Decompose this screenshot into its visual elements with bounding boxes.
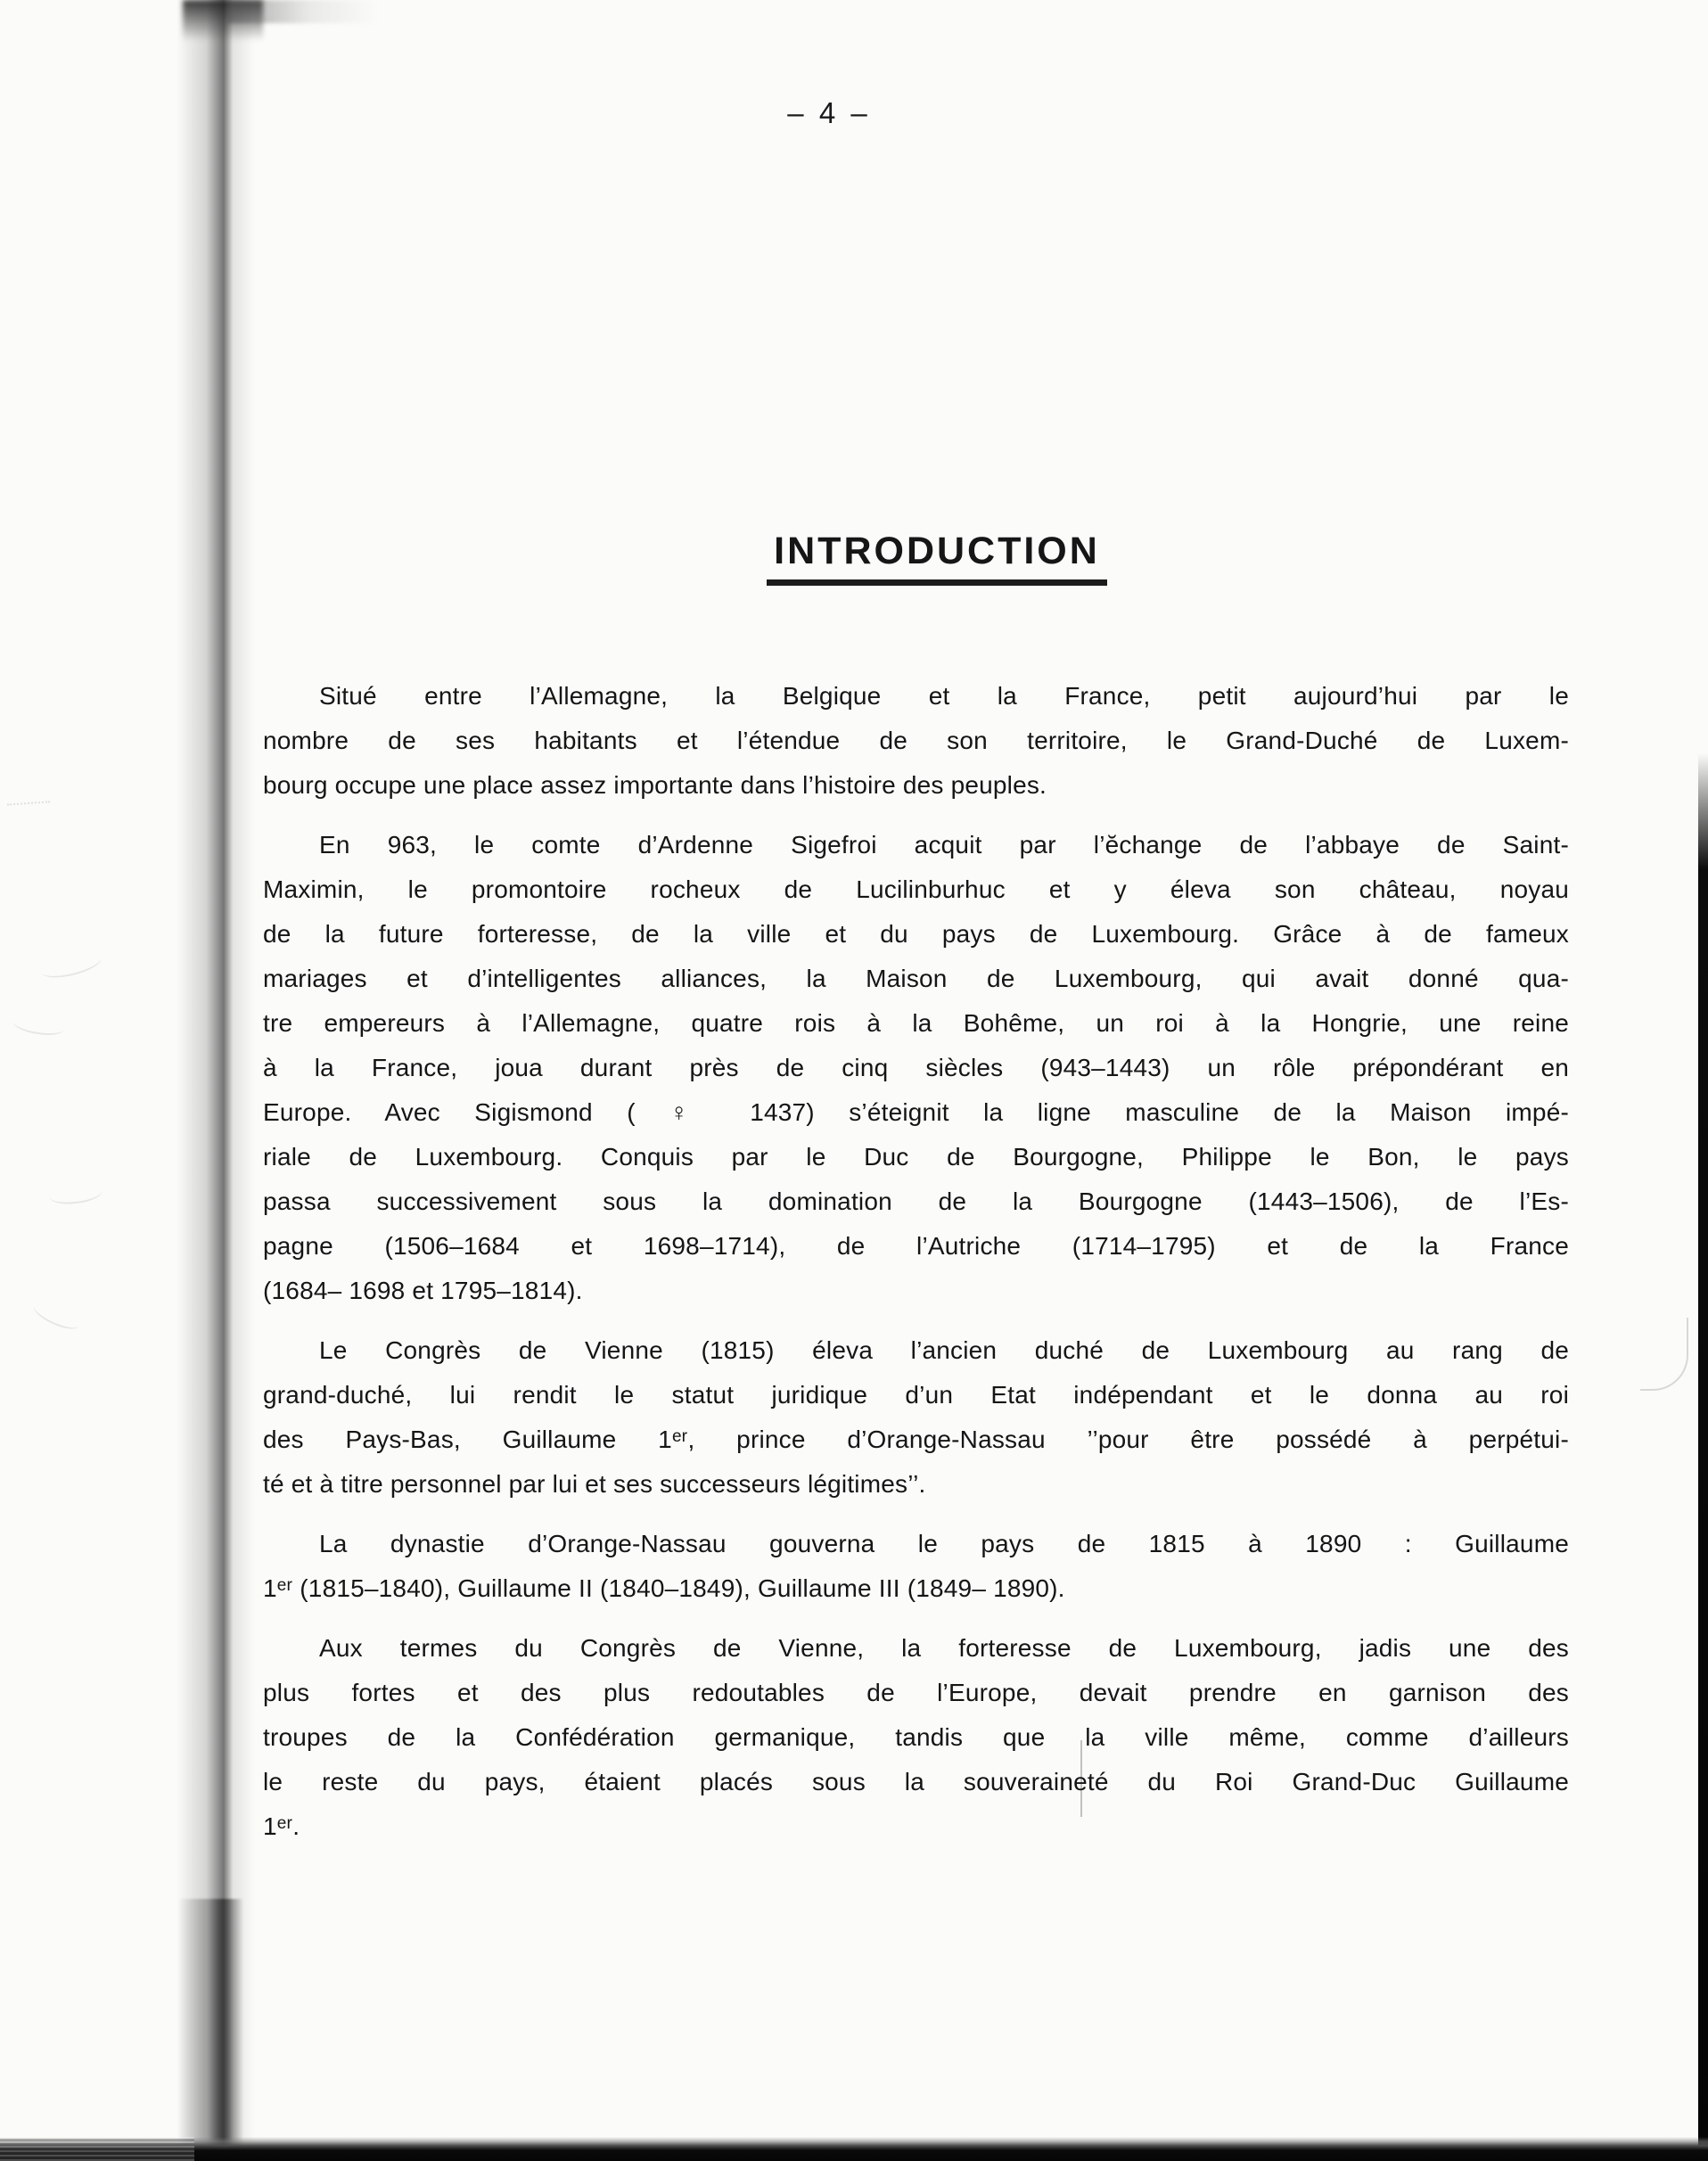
- text-line: pagne (1506–1684 et 1698–1714), de l’Autriche (1714–1795) et de la France: [263, 1232, 1569, 1260]
- text-line: Europe. Avec Sigismond ( ♀ 1437) s’éteignit la ligne masculine de la Maison impé-: [263, 1098, 1569, 1126]
- paragraph: [263, 823, 1569, 1313]
- text-line: de la future forteresse, de la ville et du pays de Luxembourg. Grâce à de fameux: [263, 920, 1569, 948]
- heading-underline: [767, 579, 1107, 586]
- text-line: bourg occupe une place assez importante dans l’histoire des peuples.: [263, 771, 1047, 799]
- text-line: En 963, le comte d’Ardenne Sigefroi acquit par l’ĕchange de l’abbaye de Saint-: [319, 831, 1569, 859]
- paragraph: [263, 1522, 1569, 1611]
- text-line: à la France, joua durant près de cinq siècles (943–1443) un rôle prépondérant en: [263, 1054, 1569, 1081]
- text-line: riale de Luxembourg. Conquis par le Duc de Bourgogne, Philippe le Bon, le pays: [263, 1143, 1569, 1171]
- text-line: tre empereurs à l’Allemagne, quatre rois à la Bohême, un roi à la Hongrie, une reine: [263, 1009, 1569, 1037]
- text-line: mariages et d’intelligentes alliances, la Maison de Luxembourg, qui avait donné qua-: [263, 965, 1569, 992]
- paragraph: [263, 1328, 1569, 1507]
- scan-edge-bottom-left-stripes: [0, 2137, 194, 2161]
- text-line: La dynastie d’Orange-Nassau gouverna le pays de 1815 à 1890 : Guillaume: [319, 1530, 1569, 1557]
- text-line: Situé entre l’Allemagne, la Belgique et la France, petit aujourd’hui par le: [319, 682, 1569, 710]
- text-line: (1684– 1698 et 1795–1814).: [263, 1277, 583, 1304]
- text-line: Le Congrès de Vienne (1815) éleva l’ancien duché de Luxembourg au rang de: [319, 1336, 1569, 1364]
- text-line: passa successivement sous la domination de la Bourgogne (1443–1506), de l’Es-: [263, 1187, 1569, 1215]
- text-line: plus fortes et des plus redoutables de l’Europe, devait prendre en garnison des: [263, 1679, 1569, 1706]
- paragraph: [263, 674, 1569, 808]
- text-line: Aux termes du Congrès de Vienne, la forteresse de Luxembourg, jadis une des: [319, 1634, 1569, 1662]
- pencil-mark: [30, 1298, 82, 1335]
- gutter-shadow-bottom-dark: [178, 1899, 255, 2161]
- heading-block: [767, 530, 1107, 586]
- book-gutter-shadow: [177, 0, 255, 2161]
- pencil-mark: [48, 1180, 103, 1206]
- text-line: Maximin, le promontoire rocheux de Lucilinburhuc et y éleva son château, noyau: [263, 875, 1569, 903]
- pencil-mark: [12, 1013, 65, 1039]
- page-number: – 4 –: [787, 96, 871, 129]
- top-edge-smudge: [227, 0, 379, 23]
- paragraph: [263, 1626, 1569, 1849]
- text-line: 1ᵉʳ.: [263, 1812, 300, 1840]
- scan-edge-bottom: [0, 2137, 1708, 2161]
- text-line: 1ᵉʳ (1815–1840), Guillaume II (1840–1849), Guillaume III (1849– 1890).: [263, 1574, 1065, 1602]
- text-line: grand-duché, lui rendit le statut juridique d’un Etat indépendant et le donna au roi: [263, 1381, 1569, 1409]
- body-text: [263, 674, 1569, 1864]
- text-line: des Pays-Bas, Guillaume 1ᵉʳ, prince d’Orange-Nassau ’’pour être possédé à perpétui-: [263, 1426, 1569, 1453]
- pencil-mark: [38, 947, 104, 982]
- pencil-mark: [7, 801, 50, 805]
- page-title: INTRODUCTION: [774, 530, 1100, 572]
- scan-edge-right: [1698, 753, 1708, 2161]
- text-line: nombre de ses habitants et l’étendue de son territoire, le Grand-Duché de Luxem-: [263, 727, 1569, 754]
- text-line: té et à titre personnel par lui et ses successeurs légitimes’’.: [263, 1470, 926, 1498]
- text-line: troupes de la Confédération germanique, tandis que la ville même, comme d’ailleurs: [263, 1723, 1569, 1751]
- scan-crease: [1640, 1318, 1688, 1391]
- text-line: le reste du pays, étaient placés sous la souveraineté du Roi Grand-Duc Guillaume: [263, 1768, 1569, 1795]
